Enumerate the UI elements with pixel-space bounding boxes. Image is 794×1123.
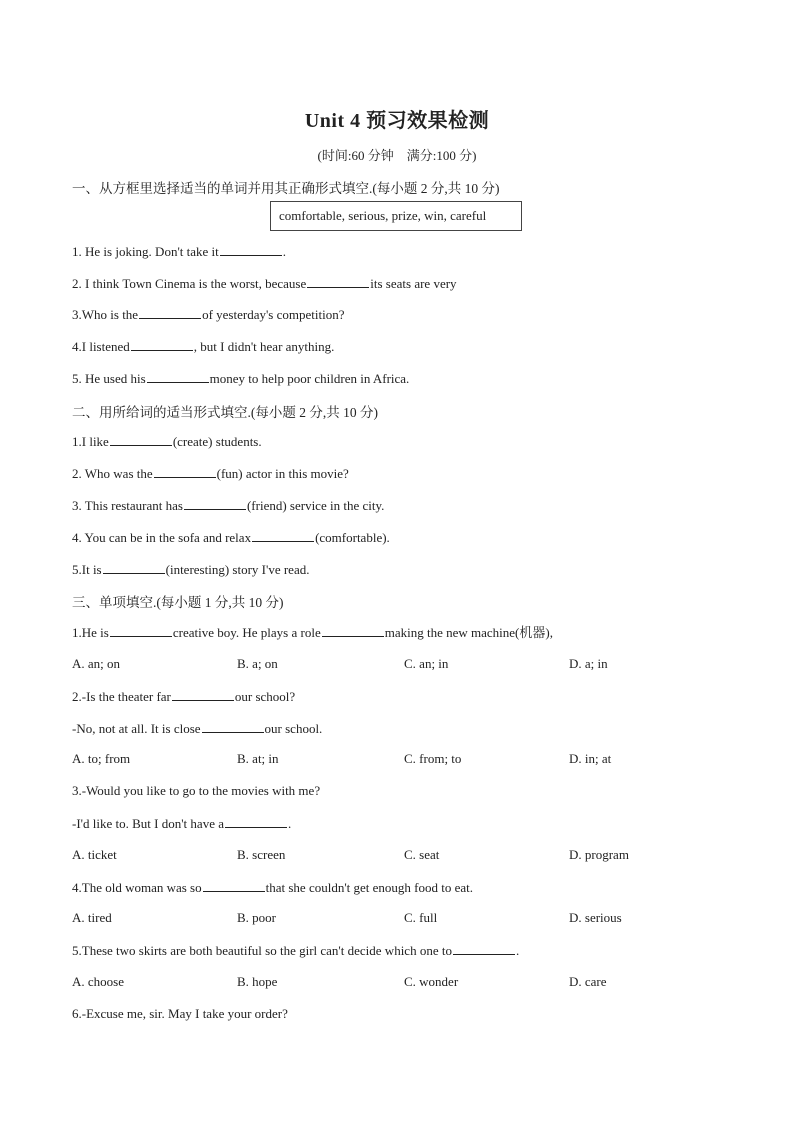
- s3-question-3: 3.-Would you like to go to the movies with me?: [72, 783, 321, 798]
- option-b[interactable]: B. hope: [237, 974, 278, 989]
- option-d[interactable]: D. program: [569, 847, 629, 862]
- option-c[interactable]: C. an; in: [404, 656, 449, 671]
- answer-blank[interactable]: [322, 624, 384, 637]
- answer-blank[interactable]: [172, 688, 234, 701]
- s3-question-3-reply: -I'd like to. But I don't have a .: [72, 816, 292, 831]
- option-a[interactable]: A. choose: [72, 974, 124, 989]
- s3-question-2: 2.-Is the theater far our school?: [72, 689, 296, 704]
- section1-heading: 一、从方框里选择适当的单词并用其正确形式填空.(每小题 2 分,共 10 分): [72, 181, 500, 196]
- word-box: comfortable, serious, prize, win, careful: [270, 201, 522, 231]
- answer-blank[interactable]: [252, 529, 314, 542]
- option-c[interactable]: C. full: [404, 910, 438, 925]
- option-d[interactable]: D. serious: [569, 910, 622, 925]
- answer-blank[interactable]: [110, 433, 172, 446]
- answer-blank[interactable]: [307, 275, 369, 288]
- page-subtitle: (时间:60 分钟 满分:100 分): [317, 148, 477, 163]
- s1-question-2: 2. I think Town Cinema is the worst, because its seats are very: [72, 276, 457, 291]
- s2-question-5: 5.It is (interesting) story I've read.: [72, 562, 310, 577]
- option-a[interactable]: A. to; from: [72, 751, 131, 766]
- option-b[interactable]: B. at; in: [237, 751, 279, 766]
- page-title: Unit 4 预习效果检测: [304, 110, 490, 132]
- s2-question-3: 3. This restaurant has (friend) service in the city.: [72, 498, 385, 513]
- s1-question-3: 3.Who is the of yesterday's competition?: [72, 307, 345, 322]
- answer-blank[interactable]: [202, 720, 264, 733]
- option-a[interactable]: A. ticket: [72, 847, 117, 862]
- answer-blank[interactable]: [184, 497, 246, 510]
- s3-question-1: 1.He is creative boy. He plays a role making the new machine(机器),: [72, 625, 553, 640]
- option-c[interactable]: C. seat: [404, 847, 440, 862]
- option-c[interactable]: C. wonder: [404, 974, 459, 989]
- s2-question-2: 2. Who was the (fun) actor in this movie?: [72, 466, 349, 481]
- s1-question-1: 1. He is joking. Don't take it .: [72, 244, 287, 259]
- answer-blank[interactable]: [203, 879, 265, 892]
- option-d[interactable]: D. in; at: [569, 751, 612, 766]
- option-b[interactable]: B. screen: [237, 847, 286, 862]
- s3-question-2-reply: -No, not at all. It is close our school.: [72, 721, 323, 736]
- section3-heading: 三、单项填空.(每小题 1 分,共 10 分): [72, 595, 284, 610]
- option-a[interactable]: A. tired: [72, 910, 112, 925]
- answer-blank[interactable]: [154, 465, 216, 478]
- option-d[interactable]: D. a; in: [569, 656, 608, 671]
- answer-blank[interactable]: [139, 306, 201, 319]
- option-b[interactable]: B. poor: [237, 910, 276, 925]
- answer-blank[interactable]: [103, 561, 165, 574]
- answer-blank[interactable]: [147, 370, 209, 383]
- option-d[interactable]: D. care: [569, 974, 607, 989]
- s1-question-5: 5. He used his money to help poor children in Africa.: [72, 371, 410, 386]
- s2-question-1: 1.I like (create) students.: [72, 434, 262, 449]
- answer-blank[interactable]: [131, 338, 193, 351]
- answer-blank[interactable]: [220, 243, 282, 256]
- s1-question-4: 4.I listened , but I didn't hear anything.: [72, 339, 335, 354]
- option-b[interactable]: B. a; on: [237, 656, 278, 671]
- option-a[interactable]: A. an; on: [72, 656, 121, 671]
- s2-question-4: 4. You can be in the sofa and relax (comfortable).: [72, 530, 390, 545]
- s3-question-5: 5.These two skirts are both beautiful so the girl can't decide which one to .: [72, 943, 520, 958]
- section2-heading: 二、用所给词的适当形式填空.(每小题 2 分,共 10 分): [72, 405, 378, 420]
- answer-blank[interactable]: [110, 624, 172, 637]
- answer-blank[interactable]: [453, 942, 515, 955]
- answer-blank[interactable]: [225, 815, 287, 828]
- s3-question-6: 6.-Excuse me, sir. May I take your order?: [72, 1006, 288, 1021]
- option-c[interactable]: C. from; to: [404, 751, 462, 766]
- s3-question-4: 4.The old woman was so that she couldn't get enough food to eat.: [72, 880, 474, 895]
